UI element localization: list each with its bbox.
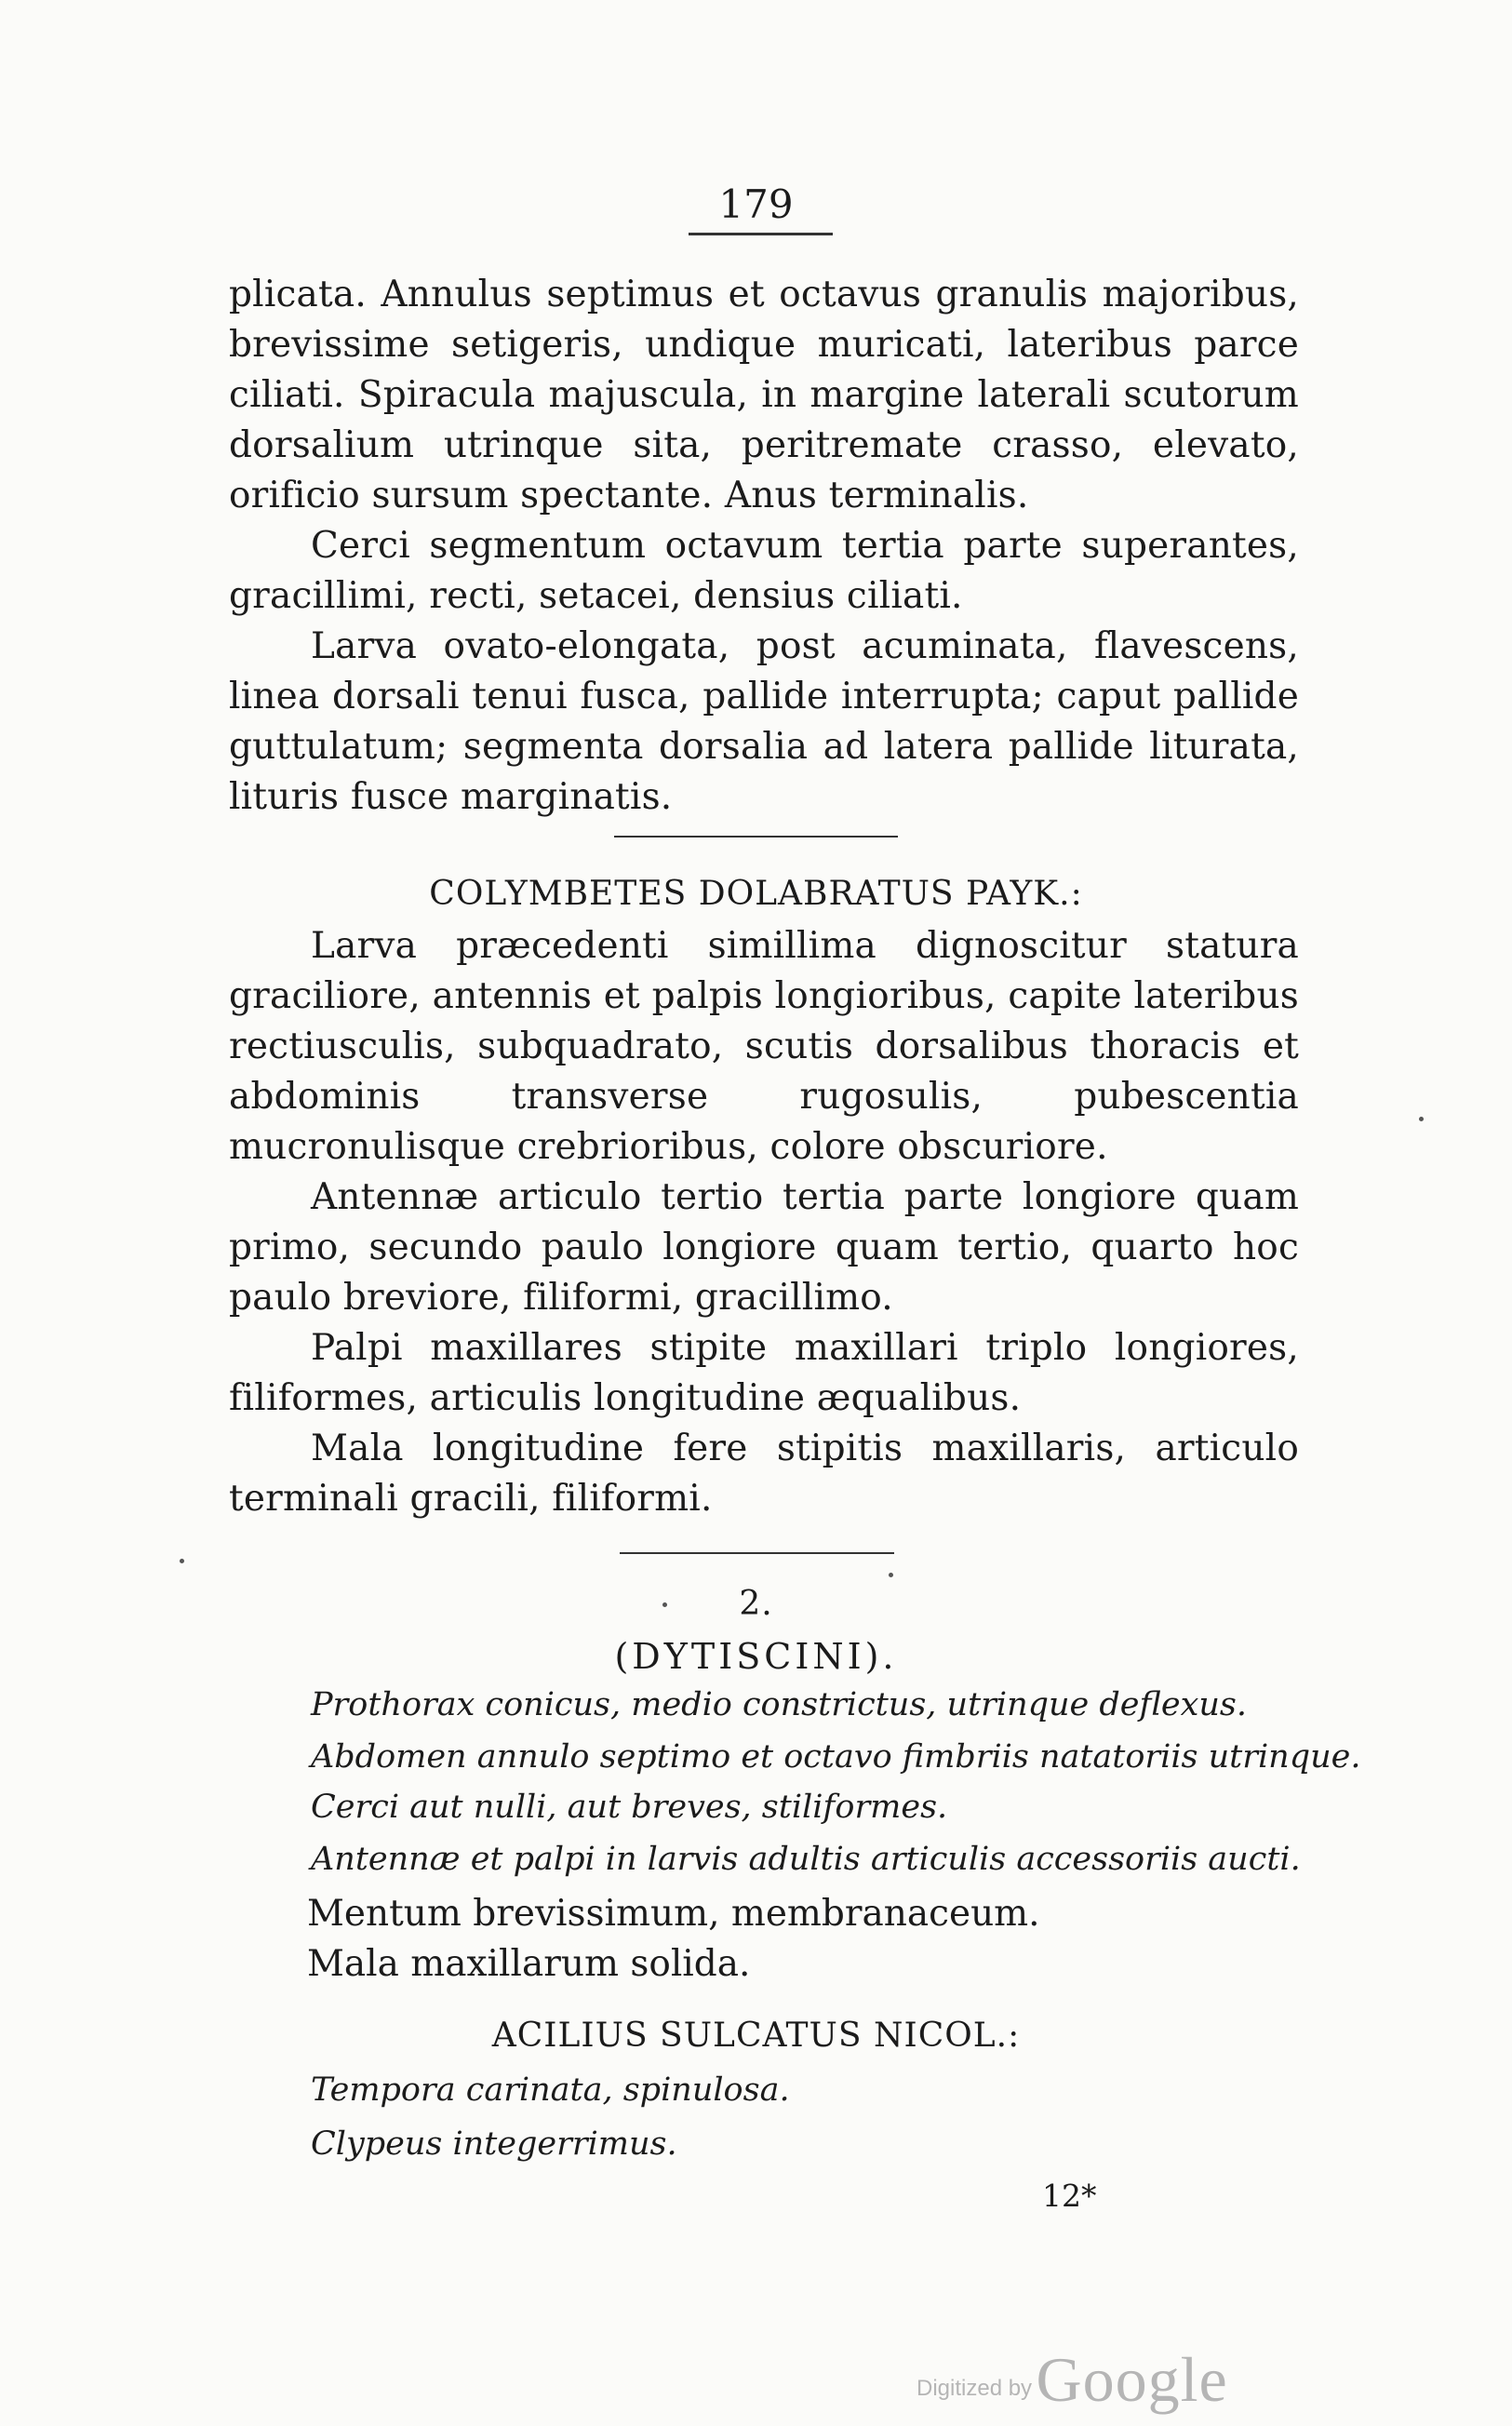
paragraph-cerci: Cerci segmentum octavum tertia parte superantes, gracillimi, recti, setacei, densius ciliati. xyxy=(229,525,1299,617)
paper-speck xyxy=(180,1559,184,1563)
page-number: 179 xyxy=(718,181,794,227)
section-divider-2 xyxy=(620,1552,894,1554)
paragraph-larva: Larva ovato-elongata, post acuminata, flavescens, linea dorsali tenui fusca, pallide interrupta; caput pallide guttulatum; segmenta dorsalia ad latera pallide liturata, lituris fusce marginatis. xyxy=(229,625,1299,818)
text-block-2 xyxy=(229,921,1299,1524)
signature-mark: 12* xyxy=(1042,2178,1097,2214)
species-heading-colymbetes: COLYMBETES DOLABRATUS PAYK.: xyxy=(429,875,1083,913)
italic-line-tempora: Tempora carinata, spinulosa. xyxy=(311,2071,790,2109)
italic-line-prothorax: Prothorax conicus, medio constrictus, utrinque deflexus. xyxy=(311,1686,1247,1723)
paragraph-continuation: plicata. Annulus septimus et octavus granulis majoribus, brevissime setigeris, undique muricati, lateribus parce ciliati. Spiracula majuscula, in margine laterali scutorum dorsalium utrinque sita, peritremate crasso, elevato, orificio sursum spectante. Anus terminalis. xyxy=(229,274,1299,516)
paragraph-antennae: Antennæ articulo tertio tertia parte longiore quam primo, secundo paulo longiore quam tertio, quarto hoc paulo breviore, filiformi, gracillimo. xyxy=(229,1176,1299,1319)
paper-speck xyxy=(662,1602,667,1607)
section-number: 2. xyxy=(739,1585,773,1623)
italic-line-clypeus: Clypeus integerrimus. xyxy=(311,2125,677,2163)
italic-line-cerci: Cerci aut nulli, aut breves, stiliformes. xyxy=(311,1789,948,1826)
species-heading-acilius: ACILIUS SULCATUS NICOL.: xyxy=(491,2017,1021,2055)
page-number-rule xyxy=(689,233,833,235)
paragraph-mala: Mala longitudine fere stipitis maxillaris, articulo terminali gracili, filiformi. xyxy=(229,1427,1299,1520)
italic-line-antennae: Antennæ et palpi in larvis adultis articulis accessoriis aucti. xyxy=(311,1841,1301,1878)
paper-speck xyxy=(1419,1117,1424,1121)
watermark-logo: Google xyxy=(1036,2344,1228,2415)
plain-line-mentum: Mentum brevissimum, membranaceum. xyxy=(307,1893,1040,1935)
plain-line-mala: Mala maxillarum solida. xyxy=(307,1943,751,1985)
text-block-1 xyxy=(229,270,1299,823)
paragraph-palpi: Palpi maxillares stipite maxillari triplo longiores, filiformes, articulis longitudine æqualibus. xyxy=(229,1327,1299,1419)
paragraph-larva-comparison: Larva præcedenti simillima dignoscitur statura graciliore, antennis et palpis longioribus, capite lateribus rectiusculis, subquadrato, scutis dorsalibus thoracis et abdominis transverse rugosulis, pubescentia mucronulisque crebrioribus, colore obscuriore. xyxy=(229,925,1299,1168)
section-title: (DYTISCINI). xyxy=(614,1636,898,1677)
paper-speck xyxy=(889,1573,893,1577)
italic-line-abdomen: Abdomen annulo septimo et octavo fimbriis natatoriis utrinque. xyxy=(311,1738,1361,1776)
watermark xyxy=(917,2343,1228,2417)
watermark-prefix: Digitized by xyxy=(917,2376,1033,2401)
section-divider-1 xyxy=(614,836,898,838)
